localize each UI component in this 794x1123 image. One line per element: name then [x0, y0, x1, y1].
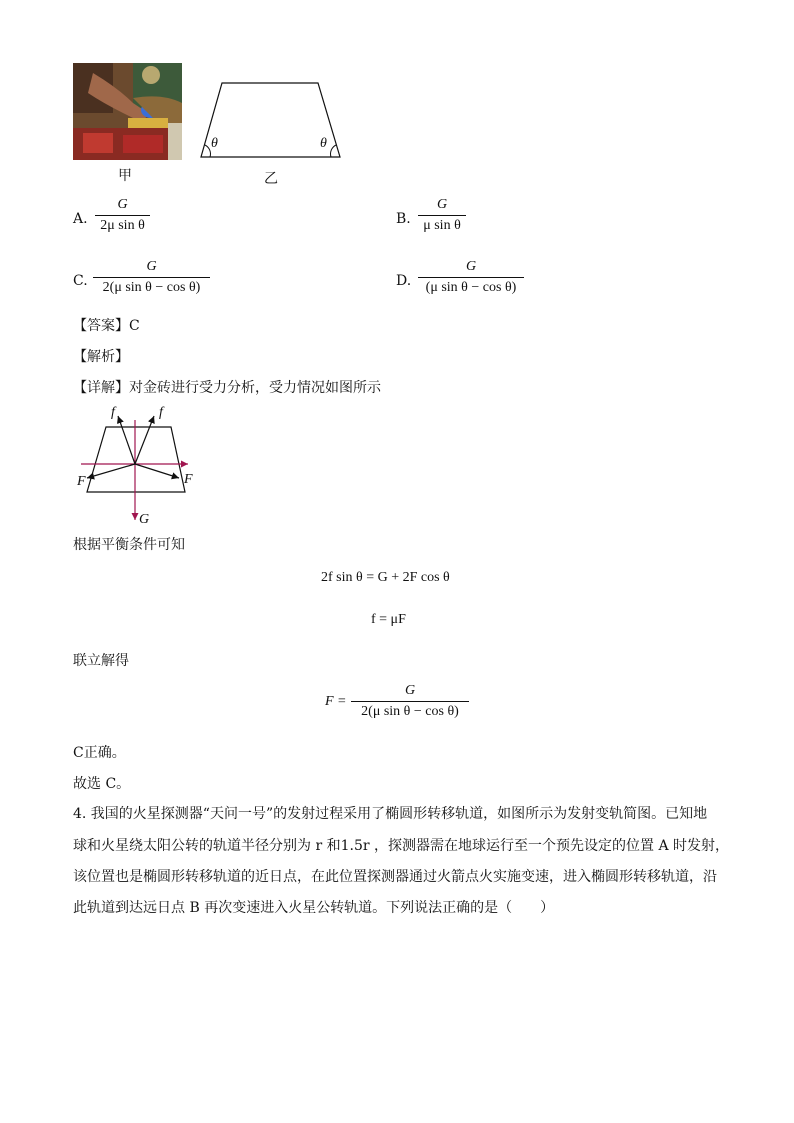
force-diagram — [75, 402, 200, 527]
option-b-letter: B. — [396, 211, 411, 227]
equation-1: 2f sin θ = G + 2F cos θ — [321, 570, 450, 585]
question4-line3: 该位置也是椭圆形转移轨道的近日点，在此位置探测器通过火箭点火实施变速，进入椭圆形转移轨道，沿 — [73, 869, 717, 885]
option-c-letter: C. — [73, 273, 88, 289]
correct-line: C正确。 — [73, 745, 126, 761]
force-F-left-label: F — [77, 474, 86, 489]
detail-label: 【详解】 — [73, 380, 129, 396]
option-a-letter: A. — [73, 211, 88, 227]
theta-left-label: θ — [211, 136, 218, 151]
result-denominator: 2(μ sin θ − cos θ) — [361, 704, 459, 719]
theta-right-label: θ — [320, 136, 327, 151]
option-c-denominator: 2(μ sin θ − cos θ) — [102, 280, 201, 295]
option-c-fraction — [93, 258, 210, 297]
detail-text: 对金砖进行受力分析，受力情况如图所示 — [129, 380, 381, 396]
option-a-denominator: 2μ sin θ — [100, 218, 145, 233]
answer-value: C — [129, 318, 140, 334]
force-F-right-label: F — [184, 472, 193, 487]
option-c-numerator: G — [146, 259, 157, 274]
option-d-letter: D. — [396, 273, 412, 289]
force-f-left-label: f — [111, 405, 115, 420]
detail-line — [73, 378, 381, 398]
option-a-fraction — [95, 196, 150, 235]
option-d-denominator: (μ sin θ − cos θ) — [425, 280, 517, 295]
question4-line1: 4. 我国的火星探测器“天问一号”的发射过程采用了椭圆形转移轨道，如图所示为发射变轨简图。已知地 — [73, 806, 708, 822]
balance-intro: 根据平衡条件可知 — [73, 537, 185, 553]
answer-label: 【答案】 — [73, 318, 129, 334]
force-G-label: G — [139, 512, 150, 527]
option-b-denominator: μ sin θ — [423, 218, 461, 233]
question4-line2: 球和火星绕太阳公转的轨道半径分别为 r 和1.5r ，探测器需在地球运行至一个预先设定的位置 A 时发射， — [73, 838, 730, 854]
option-a-numerator: G — [117, 197, 128, 212]
equation-2: f = μF — [371, 612, 406, 627]
solve-intro: 联立解得 — [73, 653, 129, 669]
option-b-numerator: G — [436, 197, 448, 212]
figure-label-yi: 乙 — [264, 171, 278, 187]
figure-label-jia: 甲 — [118, 168, 132, 184]
answer-line — [73, 316, 140, 336]
option-d-numerator: G — [465, 259, 477, 274]
gold-brick-photo — [73, 63, 182, 160]
result-numerator: G — [404, 683, 416, 698]
result-lhs: F = — [325, 694, 347, 709]
force-f-right-label: f — [159, 405, 163, 420]
choose-line: 故选 C。 — [73, 776, 131, 792]
option-b-fraction — [418, 196, 466, 235]
option-d-fraction — [418, 258, 524, 297]
result-fraction — [351, 682, 469, 721]
analysis-label: 【解析】 — [73, 349, 129, 365]
question4-line4: 此轨道到达远日点 B 再次变速进入火星公转轨道。下列说法正确的是（ ） — [73, 900, 555, 916]
